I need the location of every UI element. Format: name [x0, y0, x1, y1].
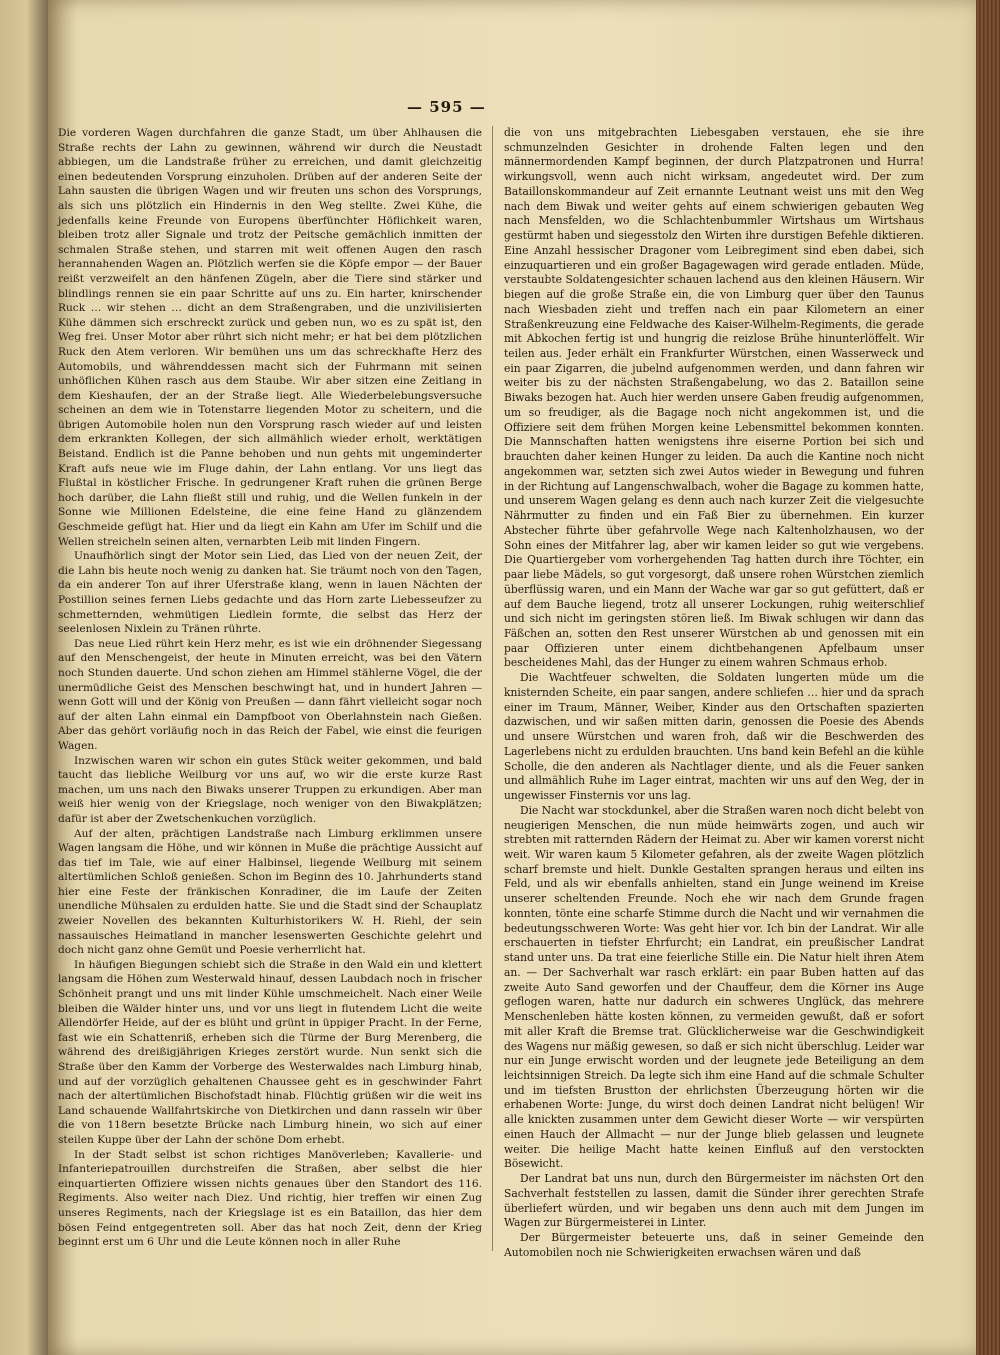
paragraph: Auf der alten, prächtigen Landstraße nach Limburg erklimmen unsere Wagen langsam die Höhe, und wir können in Muße die prächtige Aussicht auf das tief im Tale, wie auf einer Halbinsel, liegende Weilburg mit seinem altertümlichen Schloß genießen. Schon im Beginn des 10. Jahrhunderts stand hier eine Feste der fränkischen Konradiner, die im Laufe der Zeiten unendliche Mühsalen zu erdulden hatte. Sie und die Stadt sind der Schauplatz zweier Novellen des bekannten Kulturhistorikers W. H. Riehl, der sein nassauisches Heimatland in mancher lesenswerten Geschichte gelehrt und doch nicht ganz ohne Gemüt und Poesie verherrlicht hat.: [58, 827, 482, 957]
left-text-column: [58, 126, 482, 1250]
paragraph: Die vorderen Wagen durchfahren die ganze Stadt, um über Ahlhausen die Straße rechts der Lahn zu gewinnen, während wir durch die Neustadt abbiegen, um die Landstraße früher zu erreichen, und damit gleichzeitig einen bedeutenden Vorsprung einzuholen. Drüben auf der anderen Seite der Lahn sausten die übrigen Wagen und wir freuten uns schon des Vorsprungs, als sich uns plötzlich ein Hindernis in den Weg stellte. Zwei Kühe, die jedenfalls keine Freunde von Europens überfünchter Höflichkeit waren, bleiben trotz aller Signale und trotz der Peitsche gemächlich inmitten der schmalen Straße stehen, und starren mit weit offenen Augen den rasch herannahenden Wagen an. Plötzlich werfen sie die Köpfe empor — der Bauer reißt verzweifelt an den hänfenen Zügeln, aber die Tiere sind stärker und blindlings rennen sie ein paar Schritte auf uns zu. Ein harter, knirschender Ruck … wir stehen … dicht an dem Straßengraben, und die unzivilisierten Kühe dämmen sich erschreckt zurück und geben nun, wo es zu spät ist, den Weg frei. Unser Motor aber rührt sich nicht mehr; er hat bei dem plötzlichen Ruck den Atem verloren. Wir bemühen uns um das schreckhafte Herz des Automobils, und währenddessen macht sich der Fuhrmann mit seinen unhöflichen Kühen rasch aus dem Staube. Wir aber sitzen eine Zeitlang in dem Kieshaufen, der an der Straße liegt. Alle Wiederbelebungsversuche scheinen an dem wie in Totenstarre liegenden Motor zu scheitern, und die übrigen Automobile holen nun den Vorsprung rasch wieder auf und leisten dem erkrankten Kollegen, der sich allmählich wieder erholt, werktätigen Beistand. Endlich ist die Panne behoben und nun gehts mit ungeminderter Kraft aufs neue wie im Fluge dahin, der Lahn entlang. Vor uns liegt das Flußtal in köstlicher Frische. In gedrungener Kraft ruhen die grünen Berge hoch darüber, die Lahn fließt still und ruhig, und die Wellen funkeln in der Sonne wie Millionen Edelsteine, die eine feine Hand zu glänzendem Geschmeide gefügt hat. Hier und da liegt ein Kahn am Ufer im Schilf und die Wellen streicheln seinen alten, vernarbten Leib mit linden Fingern.: [58, 127, 482, 548]
column-divider: [492, 126, 493, 1251]
paragraph: In häufigen Biegungen schiebt sich die Straße in den Wald ein und klettert langsam die Höhen zum Westerwald hinauf, dessen Laubdach noch in frischer Schönheit prangt und uns mit linder Kühle umschmeichelt. Nach einer Weile bleiben die Wälder hinter uns, und vor uns liegt in flutendem Licht die weite Allendörfer Heide, auf der es blüht und grünt in üppiger Pracht. In der Ferne, fast wie ein Schattenriß, erheben sich die Türme der Burg Merenberg, die während des dreißigjährigen Krieges zerstört wurde. Nun senkt sich die Straße über den Kamm der Vorberge des Westerwaldes nach Limburg hinab, und auf der vorzüglich gehaltenen Chaussee geht es in geschwinder Fahrt nach der altertümlichen Bischofstadt hinab. Flüchtig grüßen wir die weit ins Land schauende Wallfahrtskirche von Dietkirchen und dann rasseln wir über die von 118ern besetzte Brücke nach Limburg hinein, wo sich auf einer steilen Kuppe über der Lahn der schöne Dom erhebt.: [58, 958, 482, 1146]
paragraph: Unaufhörlich singt der Motor sein Lied, das Lied von der neuen Zeit, der die Lahn bis heute noch wenig zu danken hat. Sie träumt noch von den Tagen, da ein anderer Ton auf ihrer Uferstraße klang, wenn in lauen Nächten der Postillion seines fernen Liebs gedachte und das Horn zarte Liebesseufzer zu schmetternden, wehmütigen Liedlein formte, die selbst das Herz der seelenlosen Nixlein zu Tränen rührte.: [58, 550, 482, 636]
paragraph: die von uns mitgebrachten Liebesgaben verstauen, ehe sie ihre schmunzelnden Gesichter in drohende Falten legen und den männermordenden Kampf beginnen, der durch Platzpatronen und Hurra! wirkungsvoll, wenn auch nicht wirksam, angedeutet wird. Der zum Bataillonskommandeur auf Zeit ernannte Leutnant weist uns mit den Weg nach dem Biwak und weiter gehts auf einem schwierigen gebauten Weg nach Mensfelden, wo die Schlachtenbummler Wirtshaus um Wirtshaus gestürmt haben und siegesstolz den Wirten ihre durstigen Befehle diktieren. Eine Anzahl hessischer Dragoner vom Leibregiment sind eben dabei, sich einzuquartieren und ein großer Bagagewagen wird gerade entladen. Müde, verstaubte Soldatengesichter schauen lachend aus den kleinen Häusern. Wir biegen auf die große Straße ein, die von Limburg quer über den Taunus nach Wiesbaden zieht und treffen nach ein paar Kilometern an einer Straßenkreuzung eine Feldwache des Kaiser-Wilhelm-Regiments, die gerade mit Abkochen fertig ist und hungrig die reizlose Brühe hinunterlöffelt. Wir teilen aus. Jeder erhält ein Frankfurter Würstchen, einen Wasserweck und ein paar Zigarren, die jubelnd aufgenommen werden, und dann fahren wir weiter bis zu der nächsten Straßengabelung, wo das 2. Bataillon seine Biwaks bezogen hat. Auch hier werden unsere Gaben freudig aufgenommen, um so freudiger, als die Bagage noch nicht angekommen ist, und die Offiziere seit dem frühen Morgen keine Lebensmittel bekommen konnten. Die Mannschaften hatten wenigstens ihre eiserne Portion bei sich und brauchten daher keinen Hunger zu leiden. Da auch die Kantine noch nicht angekommen war, setzten sich zwei Autos wieder in Bewegung und fuhren in der Richtung auf Langenschwalbach, woher die Bagage zu kommen hatte, und unserem Wagen gelang es denn auch nach kurzer Zeit die vielgesuchte Nährmutter zu finden und ein Faß Bier zu übernehmen. Ein kurzer Abstecher führte über gefahrvolle Wege nach Kaltenholzhausen, wo der Sohn eines der Mitfahrer lag, aber wir kamen leider so gut wie vergebens. Die Quartiergeber vom vorhergehenden Tag hatten durch ihre Töchter, ein paar liebe Mädels, so gut vorgesorgt, daß unsere rohen Würstchen ziemlich überflüssig waren, und ein Mann der Wache war gar so gut gefüttert, daß er auf dem Bauche liegend, trotz all unserer Lockungen, ruhig weiterschlief und sich nicht im geringsten stören ließ. Im Biwak schlugen wir dann das Fäßchen an, sotten den Rest unserer Würstchen ab und genossen mit ein paar Offizieren unter einem dichtbehangenen Apfelbaum unser bescheidenes Mahl, das der Hunger zu einem wahren Schmaus erhob.: [504, 126, 924, 670]
paragraph: Die Nacht war stockdunkel, aber die Straßen waren noch dicht belebt von neugierigen Menschen, die nun müde heimwärts zogen, und auch wir strebten mit ratternden Rädern der Heimat zu. Aber wir kamen vorerst nicht weit. Wir waren kaum 5 Kilometer gefahren, als der zweite Wagen plötzlich scharf bremste und hielt. Dunkle Gestalten sprangen heraus und eilten ins Feld, und als wir ebenfalls anhielten, stand ein Junge weinend im Kreise unserer scheltenden Freunde. Noch ehe wir nach dem Grunde fragen konnten, tönte eine scharfe Stimme durch die Nacht und wir vernahmen die bedeutungsschweren Worte: Was geht hier vor. Ich bin der Landrat. Wir alle erschauerten in tiefster Ehrfurcht; ein Landrat, ein preußischer Landrat stand unter uns. Da trat eine feierliche Stille ein. Die Natur hielt ihren Atem an. — Der Sachverhalt war rasch erklärt: ein paar Buben hatten auf das zweite Auto Sand geworfen und der Chauffeur, dem die Körner ins Auge geflogen waren, hatte nur dadurch ein schweres Unglück, das mehrere Menschenleben hätte kosten können, zu vermeiden gewußt, daß er sofort mit aller Kraft die Bremse trat. Glücklicherweise war die Geschwindigkeit des Wagens nur mäßig gewesen, so daß er sich nicht überschlug. Leider war nur ein Junge erwischt worden und der leugnete jede Beteiligung an dem leichtsinnigen Streich. Da legte sich ihm eine Hand auf die schmale Schulter und im tiefsten Brustton der ehrlichsten Überzeugung hörten wir die erhabenen Worte: Junge, du wirst doch deinen Landrat nicht belügen! Wir alle knickten zusammen unter dem Gewicht dieser Worte — wir verspürten einen Hauch der Allmacht — nur der Junge blieb gelassen und leugnete weiter. Die heilige Macht hatte keinen Einfluß auf den verstockten Bösewicht.: [504, 803, 924, 1171]
page-fore-edge: [976, 0, 1000, 1355]
paragraph: Die Wachtfeuer schwelten, die Soldaten lungerten müde um die knisternden Scheite, ein paar sangen, andere schliefen … hier und da sprach einer im Traum, Männer, Weiber, Kinder aus den Ortschaften spazierten dazwischen, und wir saßen mitten darin, genossen die Poesie des Abends und unsere Würstchen und waren froh, daß wir die Beschwerden des Lagerlebens nicht zu erdulden brauchten. Uns band kein Befehl an die kühle Scholle, die den anderen als Nachtlager diente, und als die Feuer sanken und allmählich Ruhe im Lager eintrat, machten wir uns auf den Weg, der in ungewisser Finsternis vor uns lag.: [504, 671, 924, 803]
paragraph: Inzwischen waren wir schon ein gutes Stück weiter gekommen, und bald taucht das liebliche Weilburg vor uns auf, wo wir die erste kurze Rast machen, um uns nach den Biwaks unserer Truppen zu erkundigen. Aber man weiß hier wenig von der Kriegslage, noch weniger von den Biwakplätzen; dafür ist aber der Zwetschenkuchen vorzüglich.: [58, 754, 482, 825]
page-number: — 595 —: [407, 98, 486, 116]
paragraph: Der Bürgermeister beteuerte uns, daß in seiner Gemeinde den Automobilen noch nie Schwierigkeiten erwachsen wären und daß: [504, 1231, 924, 1259]
right-text-column: [504, 126, 924, 1261]
paragraph: Der Landrat bat uns nun, durch den Bürgermeister im nächsten Ort den Sachverhalt feststellen zu lassen, damit die Sünder ihrer gerechten Strafe überliefert würden, und wir begaben uns denn auch mit dem Jungen im Wagen zur Bürgermeisterei in Linter.: [504, 1172, 924, 1230]
paragraph: In der Stadt selbst ist schon richtiges Manöverleben; Kavallerie- und Infanteriepatrouillen durchstreifen die Straßen, aber selbst die hier einquartierten Offiziere wissen nichts genaues über den Standort des 116. Regiments. Also weiter nach Diez. Und richtig, hier treffen wir einen Zug unseres Regiments, nach der Kriegslage ist es ein Bataillon, das hier dem bösen Feind entgegentreten soll. Aber das hat noch Zeit, denn der Krieg beginnt erst um 6 Uhr und die Leute können noch in aller Ruhe: [58, 1148, 482, 1249]
previous-page-edge: [0, 0, 48, 1355]
paragraph: Das neue Lied rührt kein Herz mehr, es ist wie ein dröhnender Siegessang auf den Menschengeist, der heute in Minuten erreicht, was bei den Vätern noch Stunden dauerte. Und schon ziehen am Himmel stählerne Vögel, die der unermüdliche Geist des Menschen beschwingt hat, und in hundert Jahren — wenn Gott will und der König von Preußen — dann fährt vielleicht sogar noch auf der alten Lahn einmal ein Dampfboot von Oberlahnstein nach Gießen. Aber das gehört vorläufig noch in das Reich der Fabel, wie einst die feurigen Wagen.: [58, 637, 482, 752]
